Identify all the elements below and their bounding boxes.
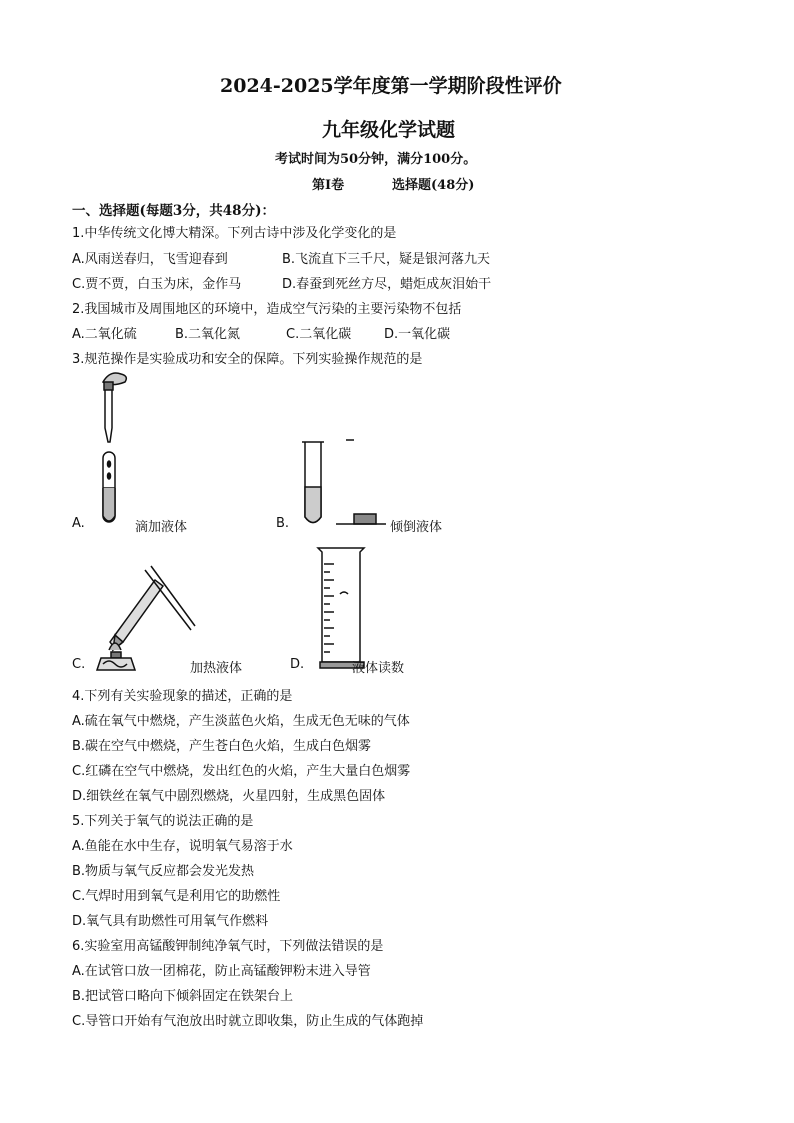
exam-subtitle: 九年级化学试题 [322,119,456,141]
q4-stem: 4.下列有关实验现象的描述，正确的是 [72,689,293,704]
q2-stem: 2.我国城市及周围地区的环境中，造成空气污染的主要污染物不包括 [72,302,462,317]
q4-option-c: C.红磷在空气中燃烧，发出红色的火焰，产生大量白色烟雾 [72,764,411,779]
volume-label: 第Ⅰ卷 [312,178,345,193]
q6-option-b: B.把试管口略向下倾斜固定在铁架台上 [72,989,294,1004]
q5-option-c: C.气焊时用到氧气是利用它的助燃性 [72,889,281,904]
q4-option-b: B.碳在空气中燃烧，产生苍白色火焰，生成白色烟雾 [72,739,372,754]
q3-d-letter: D. [290,657,305,672]
q3-c-letter: C. [72,657,86,672]
cylinder-figure [314,544,374,674]
q1-option-d: D.春蚕到死丝方尽，蜡炬成灰泪始干 [282,277,492,292]
q6-option-a: A.在试管口放一团棉花，防止高锰酸钾粉末进入导管 [72,964,371,979]
q2-option-b: B.二氧化氮 [175,327,241,342]
q3-a-caption: 滴加液体 [135,520,188,535]
q2-option-c: C.二氧化碳 [286,327,352,342]
q1-option-a: A.风雨送春归，飞雪迎春到 [72,252,228,267]
q2-option-d: D.一氧化碳 [384,327,451,342]
section-heading: 一、选择题(每题3分，共48分)： [72,203,275,219]
q3-b-letter: B. [276,516,290,531]
q4-option-a: A.硫在氧气中燃烧，产生淡蓝色火焰，生成无色无味的气体 [72,714,410,729]
pouring-figure [296,432,396,532]
q3-d-caption: 液体读数 [352,661,405,676]
q1-option-b: B.飞流直下三千尺，疑是银河落九天 [282,252,491,267]
dropper-test-tube-figure [85,368,145,528]
q3-c-caption: 加热液体 [190,661,243,676]
q2-option-a: A.二氧化硫 [72,327,137,342]
q1-option-c: C.贾不贾，白玉为床，金作马 [72,277,242,292]
heating-figure [95,560,205,675]
exam-info: 考试时间为50分钟，满分100分。 [275,152,477,167]
q6-stem: 6.实验室用高锰酸钾制纯净氧气时，下列做法错误的是 [72,939,384,954]
q5-option-b: B.物质与氧气反应都会发光发热 [72,864,255,879]
q3-b-caption: 倾倒液体 [390,520,443,535]
q1-stem: 1.中华传统文化博大精深。下列古诗中涉及化学变化的是 [72,226,397,241]
volume-name: 选择题(48分) [392,178,475,193]
q5-stem: 5.下列关于氧气的说法正确的是 [72,814,254,829]
q5-option-a: A.鱼能在水中生存，说明氧气易溶于水 [72,839,293,854]
q3-a-letter: A. [72,516,85,531]
q5-option-d: D.氧气具有助燃性可用氧气作燃料 [72,914,269,929]
exam-title: 2024-2025学年度第一学期阶段性评价 [220,75,562,97]
q4-option-d: D.细铁丝在氧气中剧烈燃烧，火星四射，生成黑色固体 [72,789,386,804]
q3-stem: 3.规范操作是实验成功和安全的保障。下列实验操作规范的是 [72,352,423,367]
q6-option-c: C.导管口开始有气泡放出时就立即收集，防止生成的气体跑掉 [72,1014,424,1029]
